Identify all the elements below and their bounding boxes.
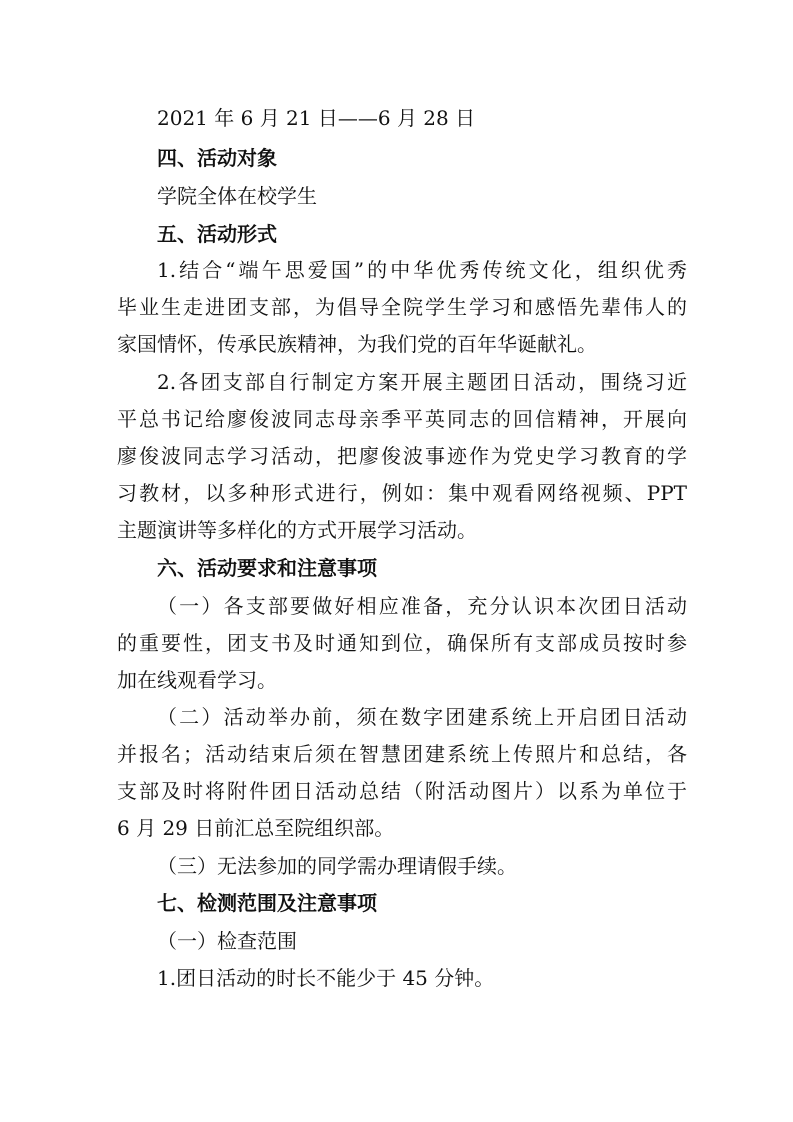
section-heading-4: 四、活动对象	[157, 146, 277, 170]
requirement-1-line-2: 的重要性，团支书及时通知到位，确保所有支部成员按时参	[117, 631, 687, 655]
activity-target-text: 学院全体在校学生	[157, 184, 317, 208]
requirement-2-line-1: （二）活动举办前，须在数字团建系统上开启团日活动	[157, 705, 687, 729]
form-item-2-line-2: 平总书记给廖俊波同志母亲季平英同志的回信精神，开展向	[117, 407, 687, 431]
form-item-2-line-3: 廖俊波同志学习活动，把廖俊波事迹作为党史学习教育的学	[117, 444, 687, 468]
requirement-2-line-3: 支部及时将附件团日活动总结（附活动图片）以系为单位于	[117, 779, 687, 803]
inspection-scope-heading: （一）检查范围	[157, 929, 297, 953]
requirement-1-line-1: （一）各支部要做好相应准备，充分认识本次团日活动	[157, 594, 687, 618]
inspection-item-1: 1.团日活动的时长不能少于 45 分钟。	[157, 966, 495, 990]
section-heading-6: 六、活动要求和注意事项	[157, 556, 377, 580]
form-item-2-line-5: 主题演讲等多样化的方式开展学习活动。	[117, 518, 477, 542]
form-item-2-line-4: 习教材，以多种形式进行，例如：集中观看网络视频、PPT	[117, 481, 687, 505]
form-item-1-line-3: 家国情怀，传承民族精神，为我们党的百年华诞献礼。	[117, 332, 597, 356]
requirement-3-line-1: （三）无法参加的同学需办理请假手续。	[157, 854, 517, 878]
form-item-1-line-2: 毕业生走进团支部，为倡导全院学生学习和感悟先辈伟人的	[117, 295, 687, 319]
section-heading-5: 五、活动形式	[157, 222, 277, 246]
form-item-2-line-1: 2.各团支部自行制定方案开展主题团日活动，围绕习近	[157, 370, 687, 394]
requirement-1-line-3: 加在线观看学习。	[117, 668, 277, 692]
section-heading-7: 七、检测范围及注意事项	[157, 891, 377, 915]
activity-date-range: 2021 年 6 月 21 日——6 月 28 日	[157, 106, 476, 130]
form-item-1-line-1: 1.结合“端午思爱国”的中华优秀传统文化，组织优秀	[157, 258, 687, 282]
requirement-2-line-2: 并报名；活动结束后须在智慧团建系统上传照片和总结，各	[117, 742, 687, 766]
requirement-2-line-4: 6 月 29 日前汇总至院组织部。	[117, 816, 395, 840]
